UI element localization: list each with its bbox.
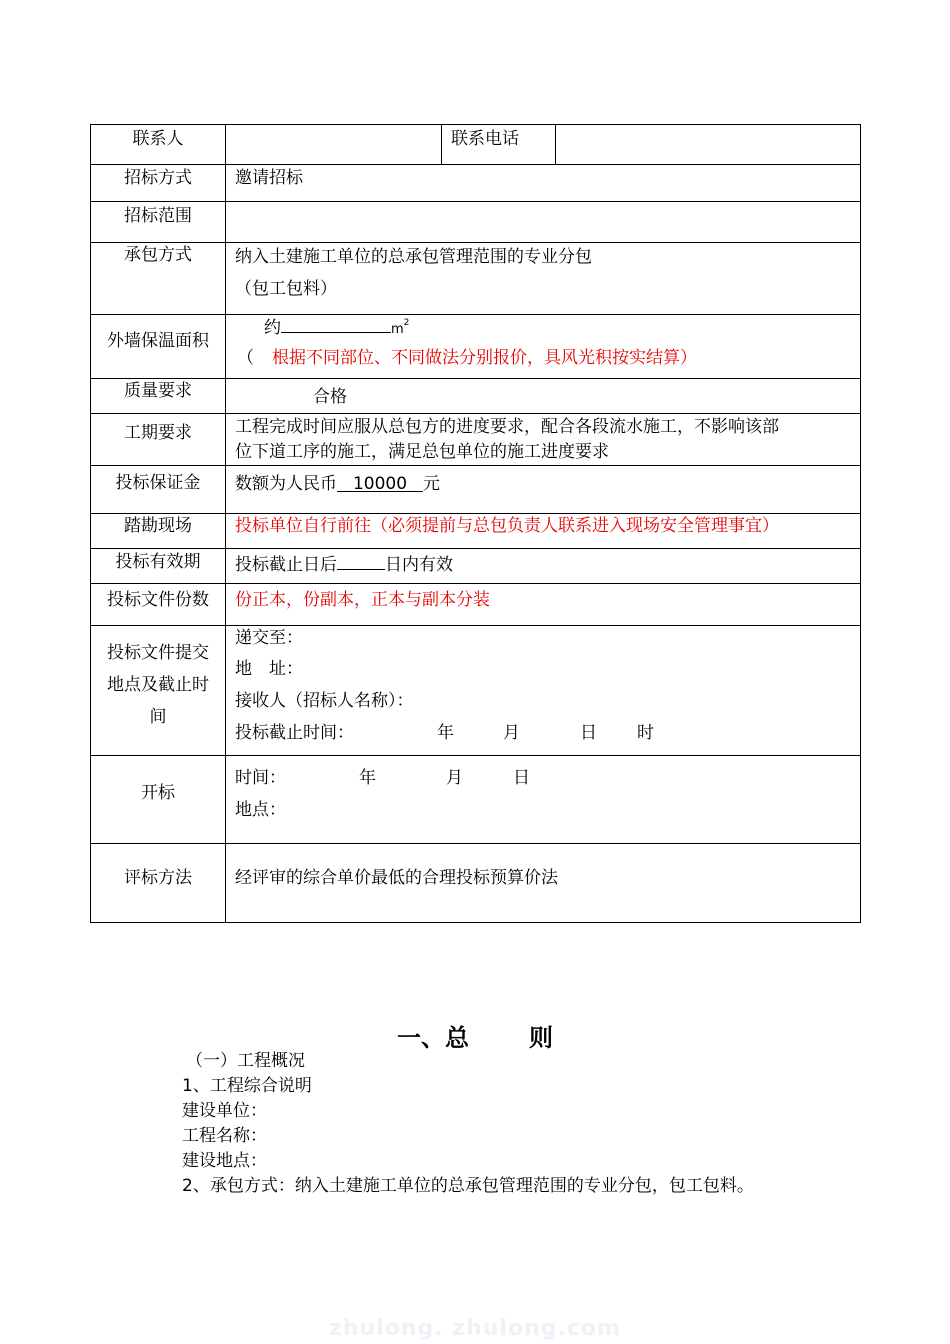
area-label: 外墙保温面积 bbox=[107, 331, 209, 351]
submit-deadline: 投标截止时间： bbox=[235, 723, 354, 743]
opening-time: 时间： bbox=[235, 768, 286, 788]
site-value: 投标单位自行前往（必须提前与总包负责人联系进入现场安全管理事宜） bbox=[235, 516, 779, 536]
area-sup: 2 bbox=[403, 318, 410, 328]
period-line-1: 工程完成时间应服从总包方的进度要求，配合各段流水施工，不影响该部 bbox=[235, 417, 779, 437]
deposit-unit: 元 bbox=[423, 474, 440, 494]
validity-label: 投标有效期 bbox=[115, 552, 201, 572]
method-value: 邀请招标 bbox=[235, 168, 303, 188]
phone-label: 联系电话 bbox=[451, 129, 519, 149]
subsection-title: （一）工程概况 bbox=[186, 1051, 305, 1071]
period-label: 工期要求 bbox=[124, 423, 192, 443]
section-heading-part-1: 一、总 bbox=[397, 1024, 469, 1052]
contract-label: 承包方式 bbox=[124, 245, 192, 265]
opening-month: 月 bbox=[446, 768, 463, 788]
copies-label: 投标文件份数 bbox=[107, 590, 209, 610]
quality-value: 合格 bbox=[313, 387, 347, 407]
validity-suffix: 日内有效 bbox=[385, 555, 453, 575]
submit-receiver: 接收人（招标人名称）： bbox=[235, 691, 414, 711]
contract-line-1: 纳入土建施工单位的总承包管理范围的专业分包 bbox=[235, 247, 592, 267]
deadline-month: 月 bbox=[503, 723, 520, 743]
section-heading-part-2: 则 bbox=[529, 1024, 553, 1052]
deposit-prefix: 数额为人民币 bbox=[235, 474, 337, 494]
validity-prefix: 投标截止日后 bbox=[235, 555, 337, 575]
opening-year: 年 bbox=[359, 768, 376, 788]
scope-label: 招标范围 bbox=[124, 206, 192, 226]
area-prefix: 约 bbox=[264, 318, 281, 338]
area-value bbox=[264, 314, 409, 342]
submit-label-1: 投标文件提交 bbox=[107, 643, 209, 663]
area-blank bbox=[281, 314, 391, 333]
eval-label: 评标方法 bbox=[124, 868, 192, 888]
section-heading bbox=[0, 1018, 950, 1053]
deadline-hour: 时 bbox=[637, 723, 654, 743]
deposit-label: 投标保证金 bbox=[115, 473, 201, 493]
item-1: 1、工程综合说明 bbox=[182, 1076, 312, 1096]
deposit-amount: 10000 bbox=[337, 473, 423, 492]
watermark: zhulong. zhulong.com bbox=[329, 1316, 621, 1341]
opening-day: 日 bbox=[513, 768, 530, 788]
eval-value: 经评审的综合单价最低的合理投标预算价法 bbox=[235, 868, 558, 888]
area-note-text: 根据不同部位、不同做法分别报价，具风光积按实结算） bbox=[272, 348, 697, 368]
period-line-2: 位下道工序的施工，满足总包单位的施工进度要求 bbox=[235, 442, 609, 462]
deadline-year: 年 bbox=[437, 723, 454, 743]
submit-label-2: 地点及截止时 bbox=[107, 675, 209, 695]
area-note bbox=[237, 347, 697, 369]
deadline-day: 日 bbox=[580, 723, 597, 743]
validity-blank bbox=[337, 551, 385, 570]
opening-place: 地点： bbox=[235, 800, 286, 820]
contract-line-2: （包工包料） bbox=[235, 279, 337, 299]
builder-line: 建设单位： bbox=[182, 1101, 267, 1121]
copies-value: 份正本，份副本，正本与副本分装 bbox=[235, 590, 490, 610]
project-name-line: 工程名称： bbox=[182, 1126, 267, 1146]
site-label: 踏勘现场 bbox=[124, 516, 192, 536]
submit-to: 递交至： bbox=[235, 628, 303, 648]
area-unit: m bbox=[391, 322, 404, 337]
item-2: 2、承包方式：纳入土建施工单位的总承包管理范围的专业分包，包工包料。 bbox=[182, 1176, 754, 1196]
submit-address: 地 址： bbox=[235, 659, 303, 679]
method-label: 招标方式 bbox=[124, 168, 192, 188]
validity-value bbox=[235, 551, 453, 576]
deposit-value bbox=[235, 473, 440, 495]
quality-label: 质量要求 bbox=[124, 381, 192, 401]
contact-label: 联系人 bbox=[132, 129, 184, 149]
area-note-open: （ bbox=[237, 348, 254, 368]
submit-label-3: 间 bbox=[149, 707, 167, 727]
opening-label: 开标 bbox=[141, 783, 175, 803]
location-line: 建设地点： bbox=[182, 1151, 267, 1171]
